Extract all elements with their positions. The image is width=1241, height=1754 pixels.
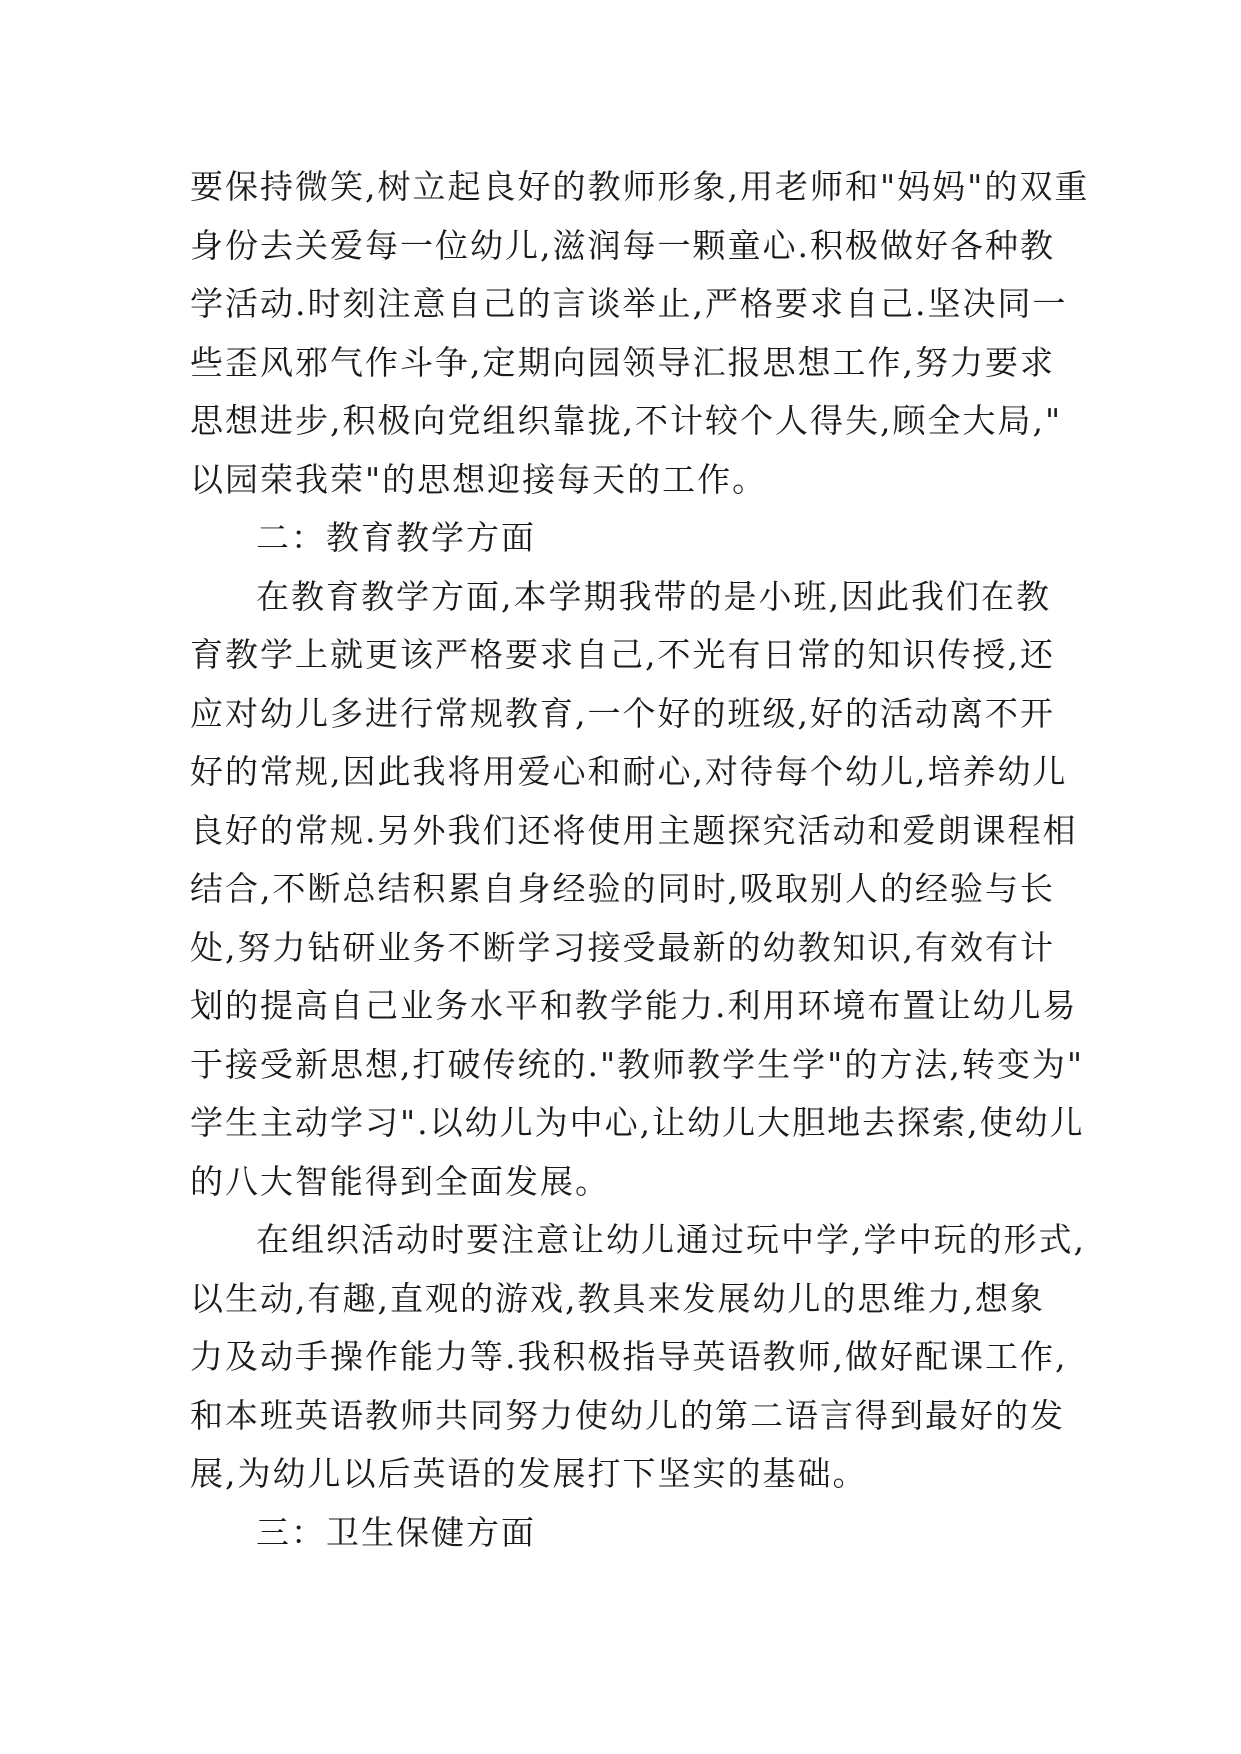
text-line: 在组织活动时要注意让幼儿通过玩中学,学中玩的形式,	[256, 1220, 1086, 1259]
text-line: 力及动手操作能力等.我积极指导英语教师,做好配课工作,	[190, 1337, 1068, 1376]
text-line: 划的提高自己业务水平和教学能力.利用环境布置让幼儿易	[190, 986, 1078, 1025]
text-line: 应对幼儿多进行常规教育,一个好的班级,好的活动离不开	[190, 693, 1055, 733]
text-line: 学活动.时刻注意自己的言谈举止,严格要求自己.坚决同一	[190, 284, 1068, 323]
section-heading-health: 三：卫生保健方面	[256, 1512, 536, 1552]
text-line: 好的常规,因此我将用爱心和耐心,对待每个幼儿,培养幼儿	[190, 752, 1068, 791]
paragraph-teaching	[190, 568, 1085, 1212]
text-line: 展,为幼儿以后英语的发展打下坚实的基础。	[190, 1454, 868, 1493]
text-line: 结合,不断总结积累自身经验的同时,吸取别人的经验与长	[190, 869, 1055, 908]
text-line: 身份去关爱每一位幼儿,滋润每一颗童心.积极做好各种教	[190, 225, 1055, 265]
document-body	[190, 158, 1090, 1562]
section-heading-teaching: 二：教育教学方面	[256, 518, 536, 557]
text-line: 和本班英语教师共同努力使幼儿的第二语言得到最好的发	[190, 1395, 1065, 1435]
text-line: 些歪风邪气作斗争,定期向园领导汇报思想工作,努力要求	[190, 342, 1055, 382]
paragraph-ethics	[190, 158, 1090, 509]
text-line: 于接受新思想,打破传统的."教师教学生学"的方法,转变为"	[190, 1044, 1085, 1084]
text-line: 的八大智能得到全面发展。	[190, 1161, 610, 1201]
text-line: 以园荣我荣"的思想迎接每天的工作。	[190, 459, 768, 499]
text-line: 思想进步,积极向党组织靠拢,不计较个人得失,顾全大局,"	[190, 401, 1063, 440]
text-line: 处,努力钻研业务不断学习接受最新的幼教知识,有效有计	[190, 927, 1055, 967]
text-line: 良好的常规.另外我们还将使用主题探究活动和爱朗课程相	[190, 810, 1078, 850]
text-line: 学生主动学习".以幼儿为中心,让幼儿大胆地去探索,使幼儿	[190, 1103, 1085, 1142]
text-line: 要保持微笑,树立起良好的教师形象,用老师和"妈妈"的双重	[190, 167, 1090, 206]
text-line: 在教育教学方面,本学期我带的是小班,因此我们在教	[256, 576, 1051, 616]
paragraph-activities	[190, 1211, 1086, 1504]
text-line: 以生动,有趣,直观的游戏,教具来发展幼儿的思维力,想象	[190, 1278, 1045, 1318]
text-line: 育教学上就更该严格要求自己,不光有日常的知识传授,还	[190, 635, 1055, 674]
